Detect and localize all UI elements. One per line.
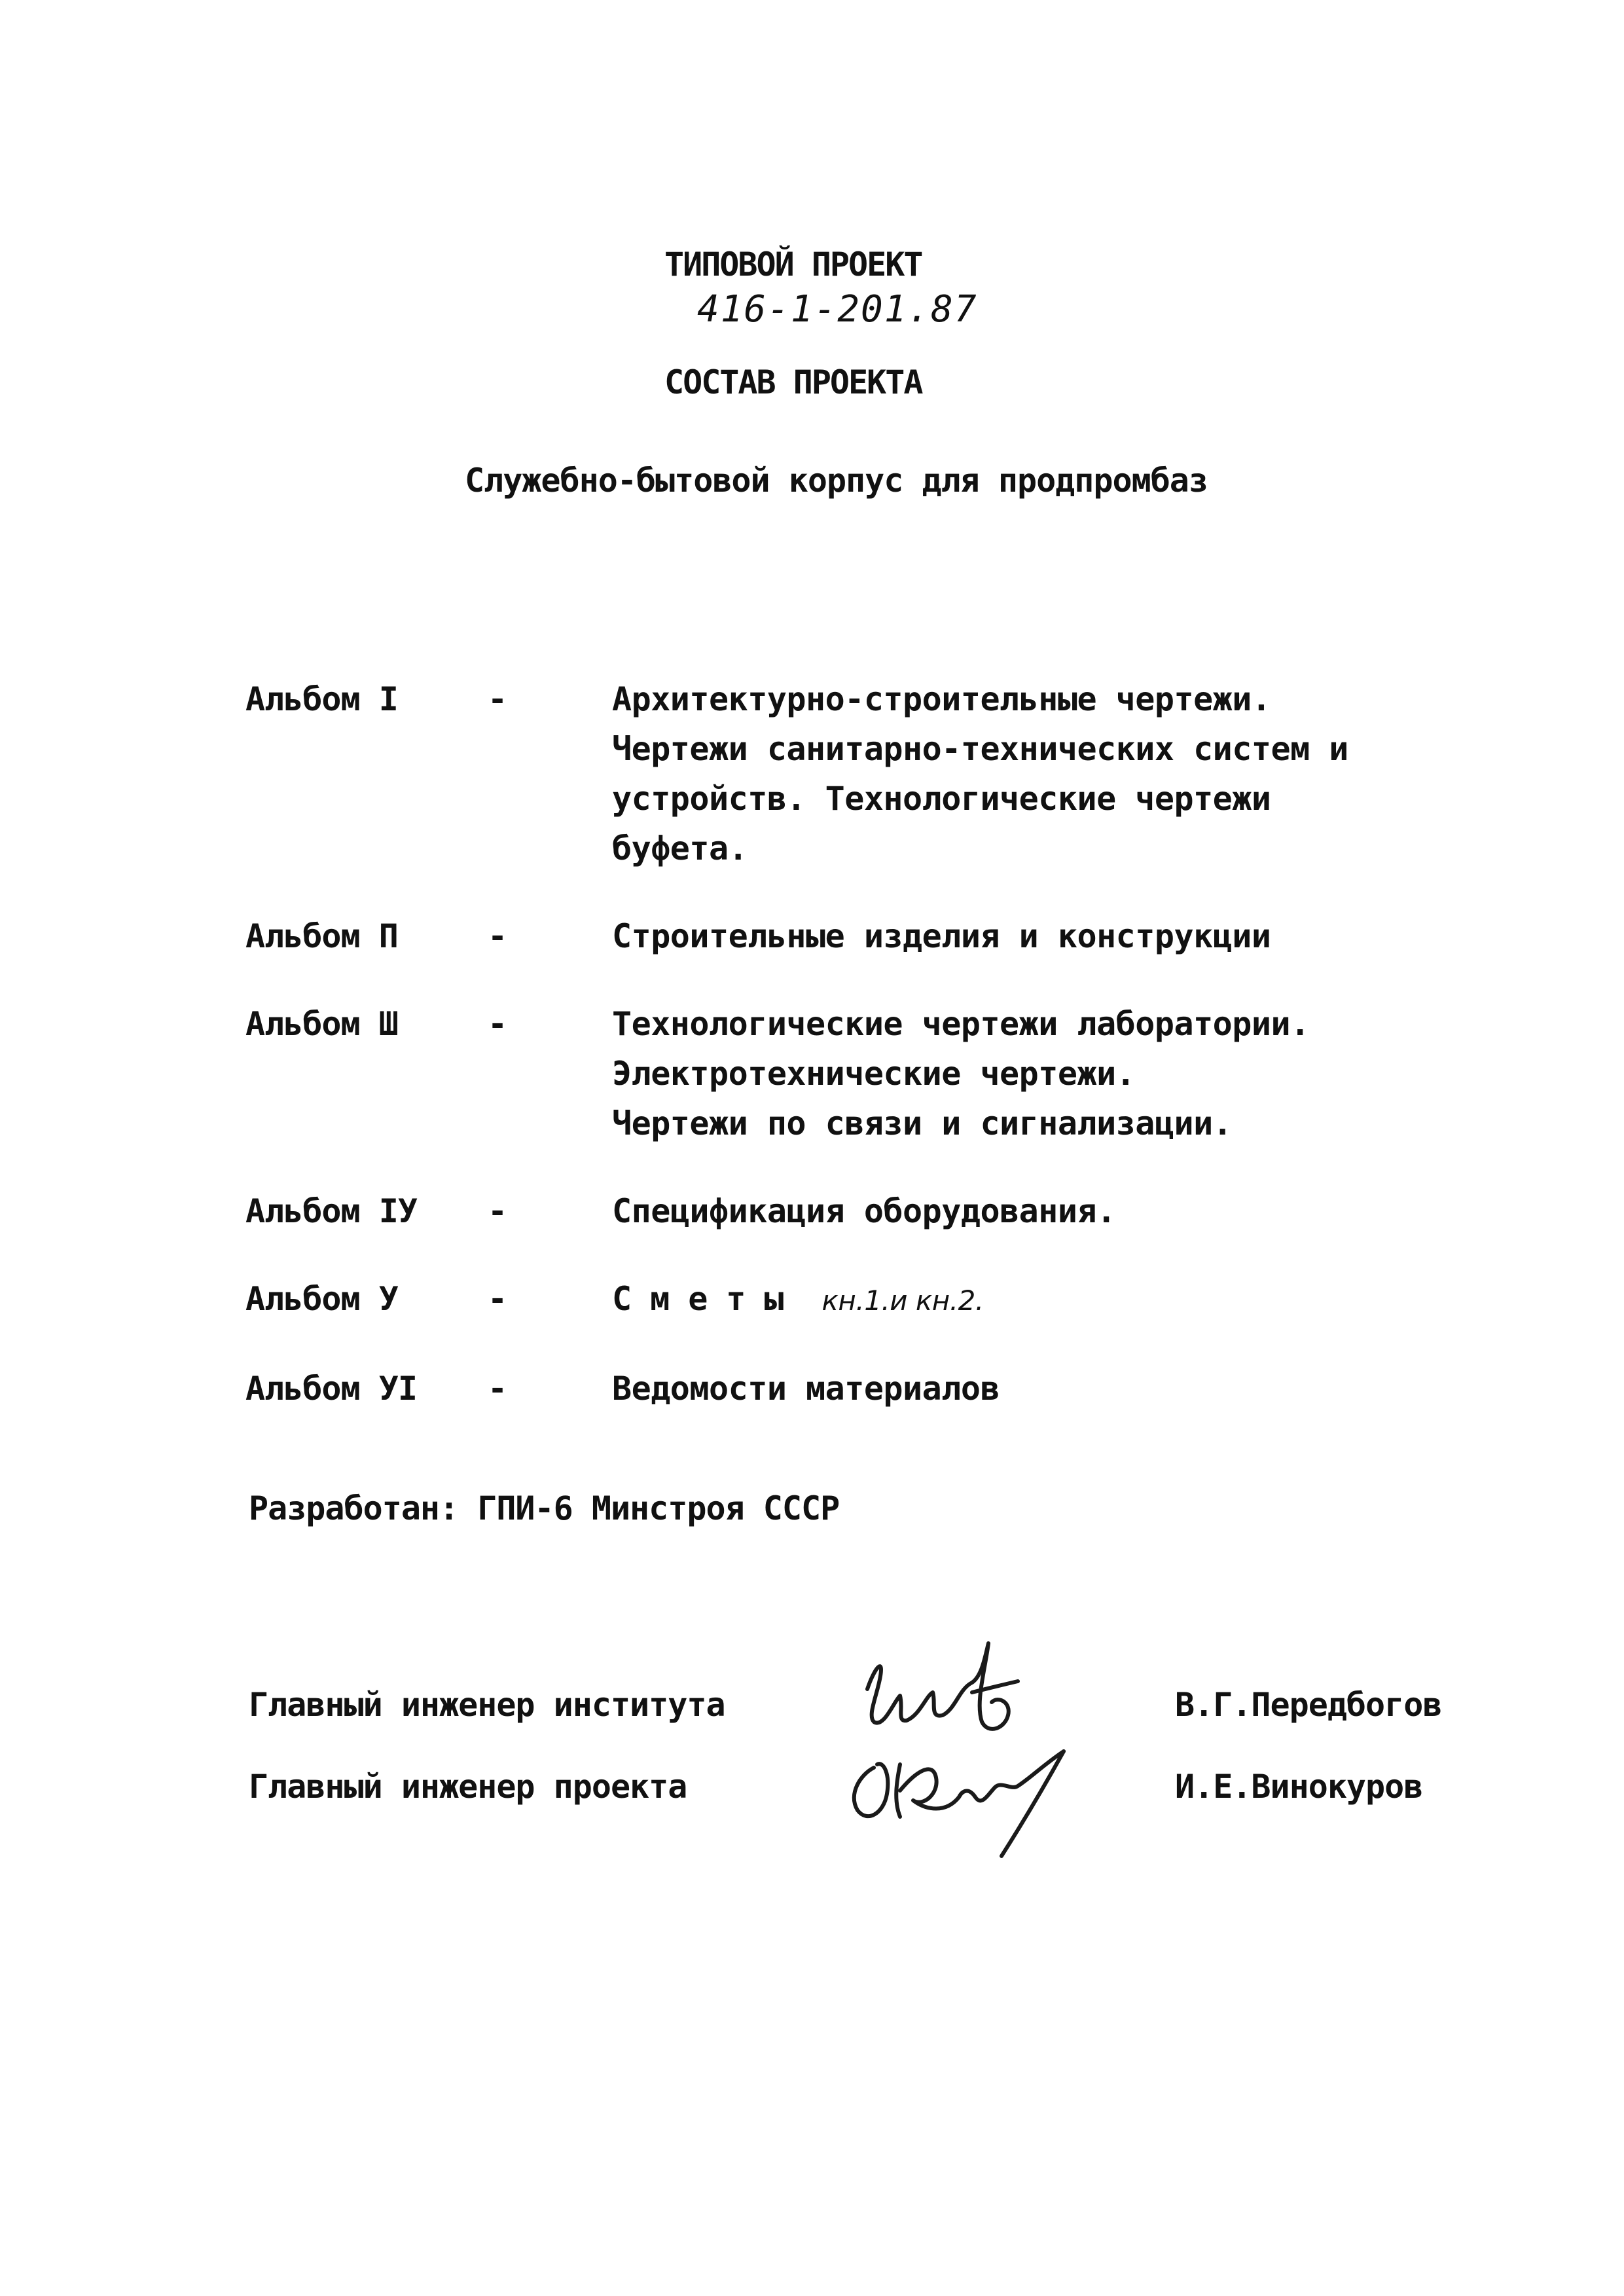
handwritten-book-note: кн.1.и кн.2.: [821, 1285, 984, 1317]
album-dash: -: [488, 1280, 508, 1318]
signatory-name: И.Е.Винокуров: [1175, 1768, 1423, 1806]
album-dash: -: [488, 1005, 508, 1043]
album-row: [245, 1364, 1456, 1413]
album-name: Альбом Ш: [245, 1005, 398, 1043]
album-description-line: Чертежи по связи и сигнализации.: [612, 1104, 1233, 1142]
album-row: [245, 911, 1456, 961]
album-name: Альбом У: [245, 1280, 398, 1318]
album-description-line: Строительные изделия и конструкции: [612, 917, 1271, 955]
album-dash: -: [488, 1370, 508, 1408]
signatory-role: Главный инженер проекта: [249, 1768, 687, 1806]
album-row: [245, 674, 1456, 873]
album-row: [245, 1186, 1456, 1236]
project-type-heading: ТИПОВОЙ ПРОЕКТ: [664, 246, 922, 283]
album-description-line: устройств. Технологические чертежи: [612, 780, 1271, 818]
album-description: [612, 911, 1271, 961]
developer-line: Разработан: ГПИ-6 Минстроя СССР: [249, 1489, 840, 1527]
album-list: [245, 674, 1456, 1451]
album-description: [612, 1364, 1000, 1413]
album-dash: -: [488, 917, 508, 955]
signatory-name: В.Г.Передбогов: [1175, 1686, 1442, 1724]
estimates-label: Сметы: [612, 1280, 803, 1318]
album-description-line: [612, 1274, 984, 1326]
handwritten-signature: [821, 1630, 1136, 1866]
album-name: Альбом УI: [245, 1370, 417, 1408]
album-description-line: Ведомости материалов: [612, 1370, 1000, 1408]
album-description-line: Электротехнические чертежи.: [612, 1055, 1136, 1093]
document-subtitle: Служебно-бытовой корпус для продпромбаз: [465, 462, 1208, 500]
album-description: [612, 999, 1310, 1148]
album-description-line: буфета.: [612, 829, 748, 867]
project-number: 416-1-201.87: [697, 288, 978, 331]
album-description: [612, 1186, 1116, 1236]
album-description-line: Спецификация оборудования.: [612, 1192, 1116, 1230]
album-name: Альбом I: [245, 680, 398, 718]
album-name: Альбом IУ: [245, 1192, 417, 1230]
section-title: СОСТАВ ПРОЕКТА: [664, 363, 922, 401]
album-dash: -: [488, 1192, 508, 1230]
album-description: [612, 674, 1348, 873]
album-description-line: Технологические чертежи лаборатории.: [612, 1005, 1310, 1043]
album-description: [612, 1274, 984, 1326]
album-description-line: Чертежи санитарно-технических систем и: [612, 730, 1348, 768]
signatory-role: Главный инженер института: [249, 1686, 725, 1724]
album-dash: -: [488, 680, 508, 718]
album-description-line: Архитектурно-строительные чертежи.: [612, 680, 1271, 718]
album-row: [245, 999, 1456, 1148]
album-name: Альбом П: [245, 917, 398, 955]
album-row: [245, 1274, 1456, 1326]
